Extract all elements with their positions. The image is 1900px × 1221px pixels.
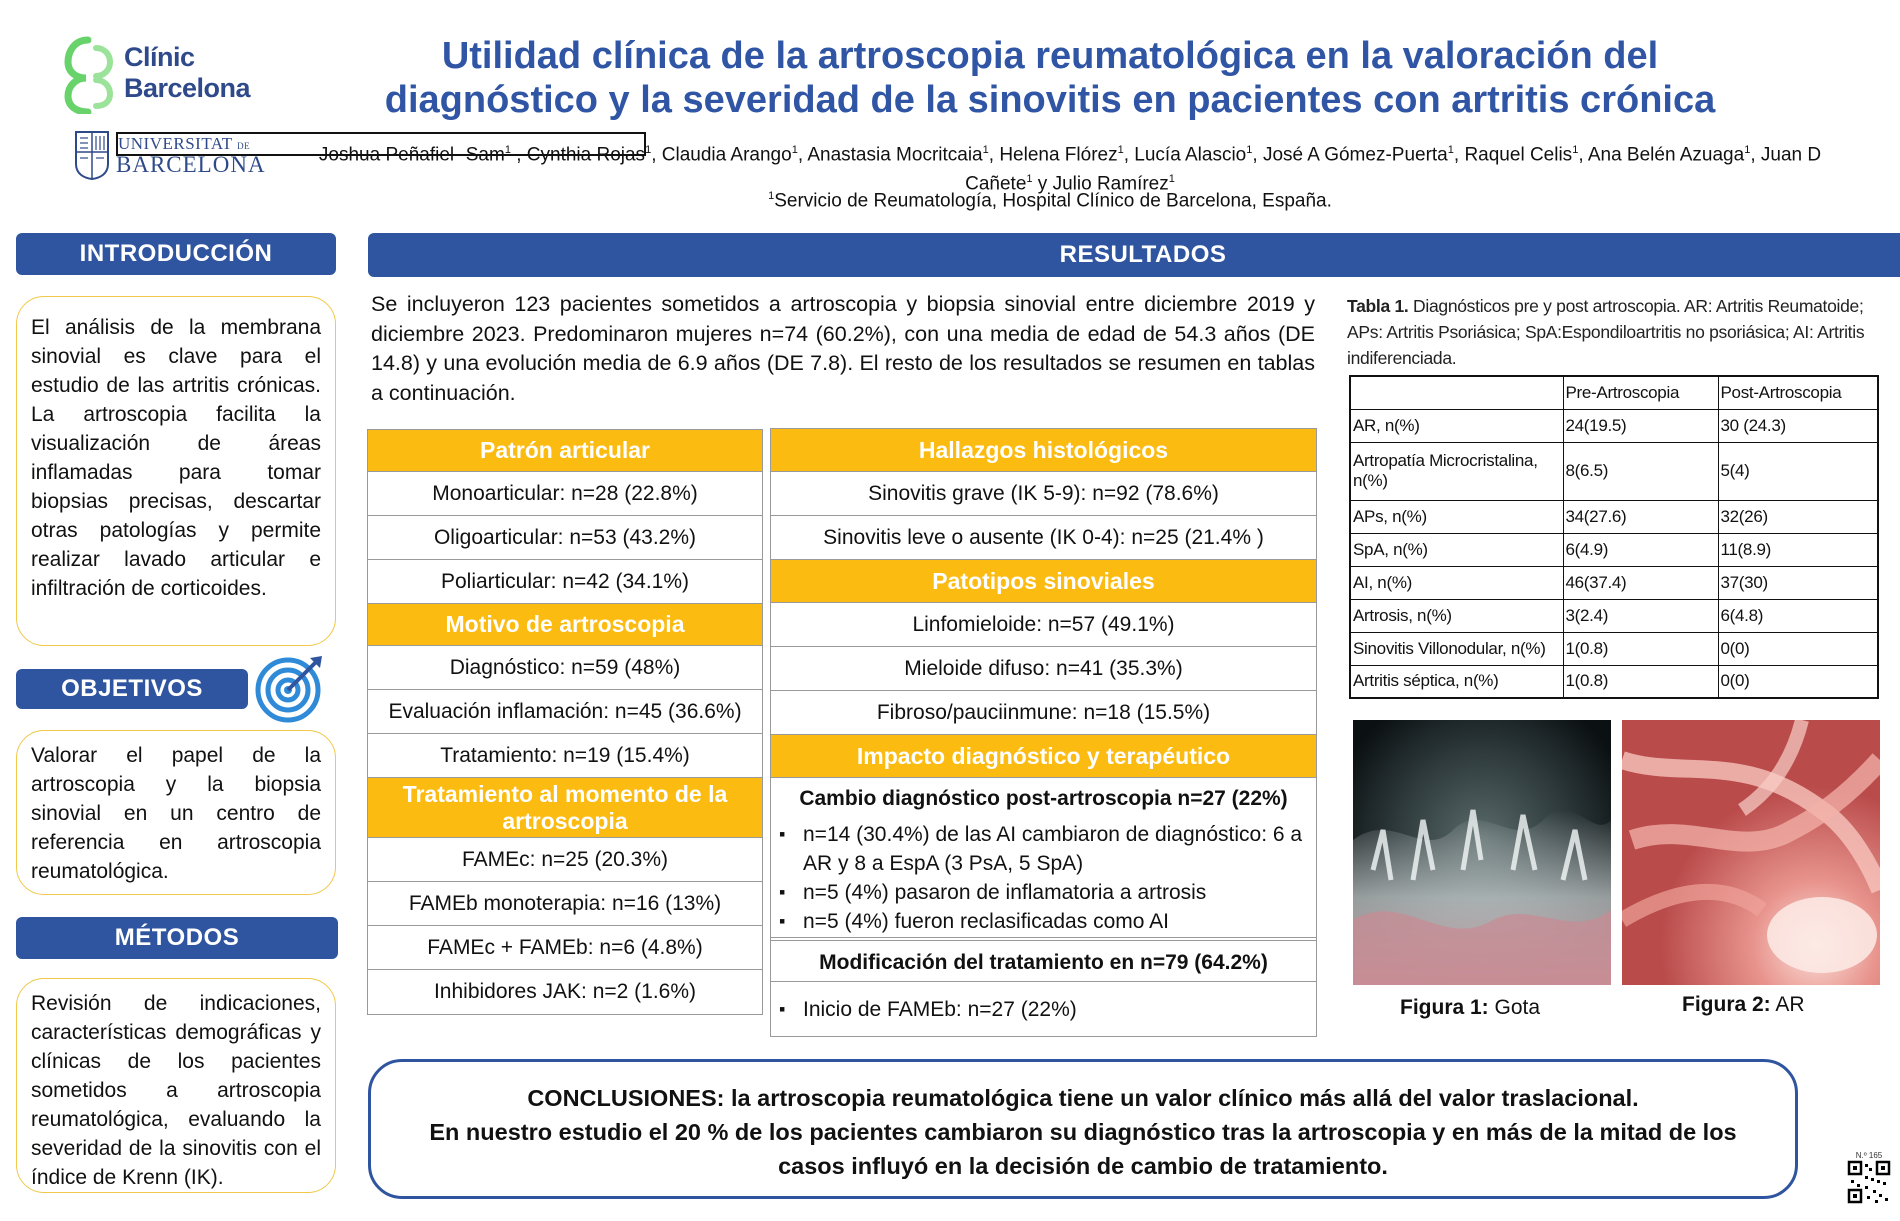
table-divider [771,937,1316,938]
table-row [1350,500,1878,533]
table-cell: APs, n(%) [1350,500,1563,533]
cambio-diagnostico-title: Cambio diagnóstico post-artroscopia n=27 (22%) [799,787,1288,810]
author-affiliation-sup: 1 [791,144,798,156]
table-row [1350,599,1878,632]
author-affiliation-sup: 1 [1447,144,1454,156]
figura2-label: Figura 2: [1682,993,1771,1016]
list-item: ▪ Inicio de FAMEb: n=27 (22%) [777,995,1310,1024]
table-cell: 3(2.4) [1563,599,1718,632]
table-cell: Sinovitis Villonodular, n(%) [1350,632,1563,665]
table-header-cell: Post-Artroscopia [1718,376,1878,409]
author-name: Julio Ramírez [1052,173,1169,195]
author-affiliation-sup: 1 [1744,144,1751,156]
author-name: Helena Flórez [999,144,1118,166]
objetivos-box [16,730,336,895]
modificacion-tratamiento-title: Modificación del tratamiento en n=79 (64.2%) [819,951,1268,974]
list-item: ▪ n=14 (30.4%) de las AI cambiaron de diagnóstico: 6 a AR y 8 a EspA (3 PsA, 5 SpA) [777,820,1310,878]
figura1-label: Figura 1: [1400,996,1489,1019]
resultados-heading: RESULTADOS [368,233,1900,277]
table-cell: 8(6.5) [1563,442,1718,500]
tabla1 [1349,375,1879,699]
table-cell: 1(0.8) [1563,632,1718,665]
author-name: Juan D Cañete [965,144,1822,195]
metodos-heading: MÉTODOS [16,917,338,959]
patotipos-row: Mieloide difuso: n=41 (35.3%) [771,647,1316,691]
tratamiento-row: FAMEc: n=25 (20.3%) [368,838,762,882]
arthroscopy-ra-image [1622,720,1880,985]
author-separator: , [988,144,1000,166]
figura2-text: AR [1770,993,1805,1016]
table-cell: 5(4) [1718,442,1878,500]
conclusiones-box [368,1059,1798,1199]
table-cell: 11(8.9) [1718,533,1878,566]
table-cell: 46(37.4) [1563,566,1718,599]
middle-results-table [770,428,1317,1037]
objetivos-heading: OBJETIVOS [16,669,248,709]
objetivos-text: Valorar el papel de la artroscopia y la biopsia sinovial en un centro de referencia en artroscopia reumatológica. [31,744,321,883]
table-cell: 30 (24.3) [1718,409,1878,442]
author-affiliation-sup: 1 [1168,173,1175,186]
motivo-row: Tratamiento: n=19 (15.4%) [368,734,762,778]
histologicos-row: Sinovitis grave (IK 5-9): n=92 (78.6%) [771,472,1316,516]
author-affiliation-sup: 1 [1117,144,1124,156]
author-separator: , [797,144,808,166]
patotipos-row: Fibroso/pauciinmune: n=18 (15.5%) [771,691,1316,735]
author-name: Anastasia Mocritcaia [807,144,983,166]
author-name: Raquel Celis [1464,144,1573,166]
author-affiliation-sup: 1 [982,144,989,156]
clinic-logo-line1: Clínic [124,42,195,72]
table-row [1350,566,1878,599]
authors-list [300,138,1840,197]
table-header-cell [1350,376,1563,409]
clinic-logo-icon [62,34,120,114]
conclusiones-line2: En nuestro estudio el 20 % de los pacientes cambiaron su diagnóstico tras la artroscopia y en más de la mitad de los casos influyó en la decisión de cambio de tratamiento. [429,1119,1737,1179]
poster-number: N.º 165 [1855,1151,1883,1160]
metodos-text: Revisión de indicaciones, características demográficas y clínicas de los pacientes sometidos a artroscopia reumatológica, evaluando la severidad de la sinovitis con el índice de Krenn (IK). [31,992,321,1189]
introduccion-heading: INTRODUCCIÓN [16,233,336,275]
motivo-row: Evaluación inflamación: n=45 (36.6%) [368,690,762,734]
tratamiento-row: Inhibidores JAK: n=2 (1.6%) [433,980,697,1003]
figura1-image [1353,720,1611,985]
motivo-heading: Motivo de artroscopia [368,604,762,646]
target-icon [252,650,328,726]
patotipos-heading: Patotipos sinoviales [771,560,1316,603]
histologicos-row: Sinovitis leve o ausente (IK 0-4): n=25 (21.4% ) [771,516,1316,560]
patron-row: Poliarticular: n=42 (34.1%) [368,560,762,604]
author-affiliation-sup: 1 [1026,173,1033,186]
table-row [1350,409,1878,442]
figura1-caption [1400,996,1540,1020]
author-name: Lucía Alascio [1134,144,1247,166]
table-row [1350,665,1878,698]
list-item: ▪ n=5 (4%) pasaron de inflamatoria a artrosis [777,878,1310,907]
universitat-barcelona-logo [74,128,274,184]
poster-title [300,34,1800,122]
table-cell: 32(26) [1718,500,1878,533]
affiliation-text: Servicio de Reumatología, Hospital Clínico de Barcelona, España. [774,190,1332,212]
ub-logo-line2: BARCELONA [116,152,266,177]
table-row [1350,533,1878,566]
introduccion-box [16,296,336,646]
table-header-cell: Pre-Artroscopia [1563,376,1718,409]
patotipos-row: Linfomieloide: n=57 (49.1%) [771,603,1316,647]
tratamiento-row: FAMEc + FAMEb: n=6 (4.8%) [368,926,762,970]
ub-seal-icon [74,130,110,180]
author-name: Cynthia Rojas [526,144,646,166]
title-line-1: Utilidad clínica de la artroscopia reumatológica en la valoración del [441,35,1659,77]
tabla1-caption [1347,293,1867,371]
author-name: Claudia Arango [661,144,792,166]
ub-logo-de: DE [237,141,251,151]
author-separator: , [1453,144,1465,166]
patron-heading: Patrón articular [368,430,762,472]
table-cell: SpA, n(%) [1350,533,1563,566]
table-divider [771,981,1316,982]
table-cell: 6(4.8) [1718,599,1878,632]
tratamiento-row: FAMEb monoterapia: n=16 (13%) [368,882,762,926]
figura1-text: Gota [1488,996,1541,1019]
author-separator: , [510,144,527,166]
table-cell: AR, n(%) [1350,409,1563,442]
impacto-heading: Impacto diagnóstico y terapéutico [771,735,1316,778]
author-separator: , [1750,144,1761,166]
cambio-diagnostico-list [771,820,1316,941]
arthroscopy-gout-image [1353,720,1611,985]
table-row [1350,442,1878,500]
table-cell: 34(27.6) [1563,500,1718,533]
title-line-2: diagnóstico y la severidad de la sinovitis en pacientes con artritis crónica [384,79,1716,121]
table-cell: 0(0) [1718,632,1878,665]
affiliation [300,190,1800,212]
table-cell: 37(30) [1718,566,1878,599]
clinic-logo-line2: Barcelona [124,73,251,103]
conclusiones-text1: la artroscopia reumatológica tiene un valor clínico más allá del valor traslacional. [724,1085,1639,1111]
motivo-row: Diagnóstico: n=59 (48%) [368,646,762,690]
table-header-row [1350,376,1878,409]
table-cell: 0(0) [1718,665,1878,698]
conclusiones-line1 [371,1081,1795,1115]
patron-row: Monoarticular: n=28 (22.8%) [368,472,762,516]
figura2-caption [1682,993,1805,1017]
resultados-intro: Se incluyeron 123 pacientes sometidos a artroscopia y biopsia sinovial entre diciembre 2019 y diciembre 2023. Predominaron mujeres n=74 (60.2%), con una media de edad de 54.3 años (DE 14.8) y una evolución media de 6.9 años (DE 7.8). El resto de los resultados se resumen en tablas a continuación. [371,292,1315,405]
list-item: ▪ n=5 (4%) fueron reclasificadas como AI [777,907,1310,936]
table-cell: Artritis séptica, n(%) [1350,665,1563,698]
table-cell: 1(0.8) [1563,665,1718,698]
table-row [1350,632,1878,665]
table-cell: Artrosis, n(%) [1350,599,1563,632]
figura2-image [1622,720,1880,985]
table-cell: 24(19.5) [1563,409,1718,442]
author-affiliation-sup: 1 [504,144,511,156]
qr-code [1845,1151,1893,1217]
tabla1-caption-label: Tabla 1. [1347,296,1409,316]
author-separator: , [1252,144,1263,166]
author-name: Ana Belén Azuaga [1587,144,1745,166]
qr-code-icon [1847,1160,1891,1204]
author-separator: y [1032,173,1053,195]
table-cell: AI, n(%) [1350,566,1563,599]
table-cell: Artropatía Microcristalina, n(%) [1350,442,1563,500]
author-separator: , [1578,144,1588,166]
author-affiliation-sup: 1 [645,144,652,156]
conclusiones-label: CONCLUSIONES: [527,1085,725,1111]
modificacion-tratamiento-list [771,985,1316,1036]
tratamiento-heading: Tratamiento al momento de la artroscopia [368,778,762,838]
table-cell: 6(4.9) [1563,533,1718,566]
author-separator: , [1123,144,1135,166]
affiliation-sup: 1 [768,190,775,202]
author-affiliation-sup: 1 [1246,144,1253,156]
author-name: Joshua Peñafiel- Sam [318,144,505,166]
introduccion-text: El análisis de la membrana sinovial es clave para el estudio de las artritis crónicas. La artroscopia facilita la visualización de áreas inflamadas para tomar biopsias precisas, descartar otras patologías y permite realizar lavado articular e infiltración de corticoides. [31,316,321,600]
author-name: José A Gómez-Puerta [1262,144,1448,166]
patron-row: Oligoarticular: n=53 (43.2%) [368,516,762,560]
histologicos-heading: Hallazgos histológicos [771,429,1316,472]
author-affiliation-sup: 1 [1572,144,1579,156]
metodos-box [16,978,336,1193]
author-separator: , [651,144,662,166]
clinic-barcelona-logo [62,34,252,114]
tabla1-caption-text: Diagnósticos pre y post artroscopia. AR: Artritis Reumatoide; APs: Artritis Psoriásica; SpA:Espondiloartritis no psoriásica; AI: Artritis indiferenciada. [1347,296,1865,368]
ub-logo-line1: UNIVERSITAT [118,134,233,153]
left-results-table [367,429,763,1015]
